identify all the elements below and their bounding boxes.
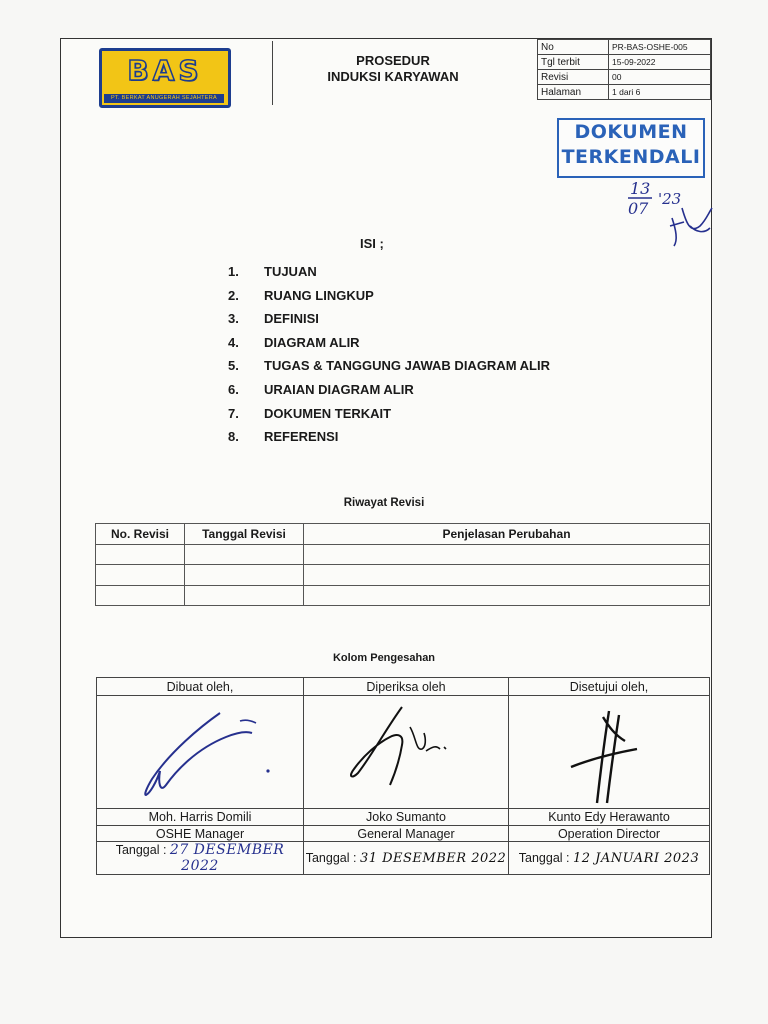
revision-cell — [96, 565, 185, 586]
table-row — [96, 585, 710, 606]
contents-item — [228, 382, 550, 406]
document-meta-table — [537, 39, 711, 100]
approval-date-cell — [304, 842, 509, 875]
approval-date-cell — [509, 842, 710, 875]
contents-item — [228, 406, 550, 430]
meta-row — [538, 70, 711, 85]
stamp-line1: DOKUMEN — [574, 121, 688, 143]
controlled-document-stamp — [557, 118, 705, 178]
revision-cell — [185, 565, 304, 586]
revision-cell — [304, 544, 710, 565]
contents-item-label: TUGAS & TANGGUNG JAWAB DIAGRAM ALIR — [264, 358, 550, 374]
revision-cell — [185, 544, 304, 565]
company-logo — [99, 48, 231, 108]
handwritten-date: 27 DESEMBER 2022 — [169, 842, 285, 874]
meta-row — [538, 40, 711, 55]
contents-item-number: 8. — [228, 429, 239, 445]
logo-company-name: PT. BERKAT ANUGERAH SEJAHTERA — [104, 94, 224, 103]
approval-date-cell — [97, 842, 304, 875]
document-header — [61, 39, 711, 105]
date-label: Tanggal : — [115, 843, 167, 857]
meta-row — [538, 85, 711, 100]
contents-item-label: RUANG LINGKUP — [264, 287, 374, 303]
contents-item-label: DOKUMEN TERKAIT — [264, 405, 392, 421]
contents-item-number: 4. — [228, 334, 239, 350]
signature-checker — [306, 697, 506, 805]
revision-column-header: No. Revisi — [96, 524, 185, 545]
contents-item — [228, 288, 550, 312]
stamp-line2: TERKENDALI — [561, 146, 701, 168]
approver-name: Kunto Edy Herawanto — [509, 809, 710, 826]
approver-name: Moh. Harris Domili — [97, 809, 304, 826]
contents-item-label: REFERENSI — [264, 429, 339, 445]
contents-item-label: URAIAN DIAGRAM ALIR — [264, 381, 414, 397]
contents-item-label: DEFINISI — [264, 311, 319, 327]
date-label: Tanggal : — [518, 850, 570, 865]
revision-column-header: Tanggal Revisi — [185, 524, 304, 545]
approver-position: General Manager — [304, 826, 509, 842]
approval-title: Kolom Pengesahan — [332, 652, 436, 664]
meta-label: Halaman — [538, 85, 609, 100]
date-label: Tanggal : — [305, 850, 357, 865]
revision-history-table — [95, 523, 710, 606]
approver-position: Operation Director — [509, 826, 710, 842]
approval-position-row — [97, 826, 710, 842]
logo-cell — [77, 41, 273, 105]
meta-label: Tgl terbit — [538, 55, 609, 70]
approval-column-header: Dibuat oleh, — [97, 678, 304, 696]
handwritten-date: 12 JANUARI 2023 — [572, 850, 700, 866]
handwritten-date: 31 DESEMBER 2022 — [359, 850, 507, 866]
stamp-initials-signature — [670, 208, 712, 246]
contents-item — [228, 429, 550, 453]
table-row — [96, 544, 710, 565]
signature-cell-approver — [509, 696, 710, 809]
contents-item-number: 5. — [228, 358, 239, 374]
contents-item-number: 3. — [228, 311, 239, 327]
contents-item-number: 6. — [228, 381, 239, 397]
signature-maker — [100, 697, 300, 805]
meta-value: 00 — [609, 70, 711, 85]
revision-cell — [304, 585, 710, 606]
meta-value: PR-BAS-OSHE-005 — [609, 40, 711, 55]
approval-header-row — [97, 678, 710, 696]
document-title-line1: PROSEDUR — [356, 53, 430, 68]
logo-text: BAS — [127, 54, 203, 87]
meta-label: Revisi — [538, 70, 609, 85]
document-title-line2: INDUKSI KARYAWAN — [327, 69, 459, 84]
contents-item-label: TUJUAN — [264, 264, 317, 279]
contents-item — [228, 264, 550, 288]
approver-position: OSHE Manager — [97, 826, 304, 842]
stamp-handwritten-note — [620, 178, 720, 248]
contents-item-label: DIAGRAM ALIR — [264, 334, 360, 350]
contents-item — [228, 358, 550, 382]
signature-row — [97, 696, 710, 809]
meta-row — [538, 55, 711, 70]
stamp-date-year: '23 — [658, 190, 682, 208]
approval-column-header: Diperiksa oleh — [304, 678, 509, 696]
signature-approver — [511, 697, 707, 805]
revision-history-title: Riwayat Revisi — [343, 497, 425, 509]
approval-column-header: Disetujui oleh, — [509, 678, 710, 696]
approval-table — [96, 677, 710, 875]
revision-column-header: Penjelasan Perubahan — [304, 524, 710, 545]
document-title — [273, 53, 513, 85]
contents-list — [228, 264, 550, 453]
meta-label: No — [538, 40, 609, 55]
table-row — [96, 565, 710, 586]
approval-date-row — [97, 842, 710, 875]
signature-cell-checker — [304, 696, 509, 809]
meta-value: 1 dari 6 — [609, 85, 711, 100]
approver-name: Joko Sumanto — [304, 809, 509, 826]
contents-item — [228, 311, 550, 335]
contents-item-number: 2. — [228, 287, 239, 303]
revision-header-row — [96, 524, 710, 545]
revision-cell — [304, 565, 710, 586]
revision-cell — [96, 585, 185, 606]
contents-item-number: 7. — [228, 405, 239, 421]
contents-title: ISI ; — [360, 236, 384, 251]
revision-cell — [96, 544, 185, 565]
contents-item — [228, 335, 550, 359]
contents-item-number: 1. — [228, 264, 239, 279]
approval-name-row — [97, 809, 710, 826]
stamp-date-day: 13 — [630, 179, 651, 198]
signature-cell-maker — [97, 696, 304, 809]
meta-value: 15-09-2022 — [609, 55, 711, 70]
stamp-date-month: 07 — [628, 199, 649, 218]
revision-cell — [185, 585, 304, 606]
